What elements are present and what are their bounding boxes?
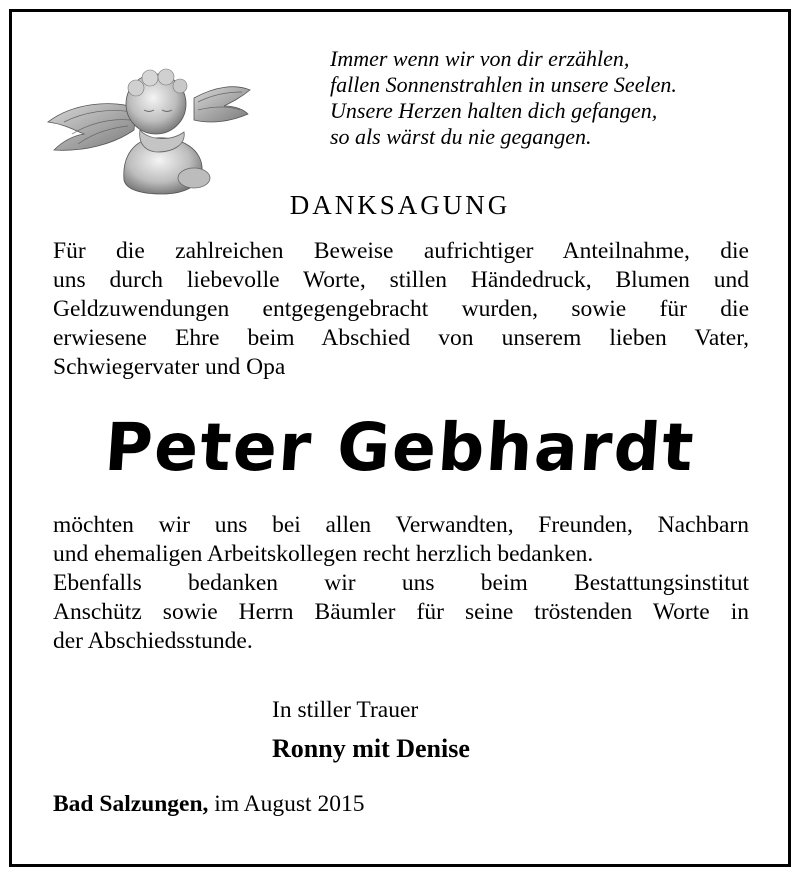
notice-heading: DANKSAGUNG: [289, 190, 511, 220]
mourning-phrase: In stiller Trauer: [272, 697, 419, 723]
place-date: [53, 790, 364, 818]
paragraph-line: möchten wir uns bei allen Verwandten, Freunden, Nachbarn: [53, 512, 749, 538]
memorial-poem: [330, 46, 677, 150]
poem-line: Unsere Herzen halten dich gefangen,: [330, 98, 658, 123]
family-signature: Ronny mit Denise: [272, 734, 470, 763]
paragraph-line: Ebenfalls bedanken wir uns beim Bestattungsinstitut: [53, 570, 749, 596]
deceased-name: Peter Gebhardt: [102, 409, 698, 486]
thanks-paragraph-2: [53, 511, 749, 656]
poem-line: so als wärst du nie gegangen.: [330, 124, 592, 149]
paragraph-line: und ehemaligen Arbeitskollegen recht herzlich bedanken.: [53, 541, 594, 567]
paragraph-line: erwiesene Ehre beim Abschied von unserem lieben Vater,: [53, 325, 749, 351]
paragraph-line: Geldzuwendungen entgegengebracht wurden, sowie für die: [53, 296, 749, 322]
date-text: im August 2015: [214, 791, 365, 817]
paragraph-line: uns durch liebevolle Worte, stillen Händedruck, Blumen und: [53, 267, 749, 293]
cherub-angel-icon: [44, 60, 254, 195]
place-name: Bad Salzungen,: [53, 791, 209, 817]
thanks-paragraph-1: [53, 237, 749, 382]
paragraph-line: Für die zahlreichen Beweise aufrichtiger Anteilnahme, die: [53, 238, 749, 264]
poem-line: fallen Sonnenstrahlen in unsere Seelen.: [330, 72, 677, 97]
paragraph-line: Anschütz sowie Herrn Bäumler für seine tröstenden Worte in: [53, 599, 749, 625]
paragraph-line: der Abschiedsstunde.: [53, 628, 253, 654]
paragraph-line: Schwiegervater und Opa: [53, 354, 286, 380]
poem-line: Immer wenn wir von dir erzählen,: [330, 46, 630, 71]
